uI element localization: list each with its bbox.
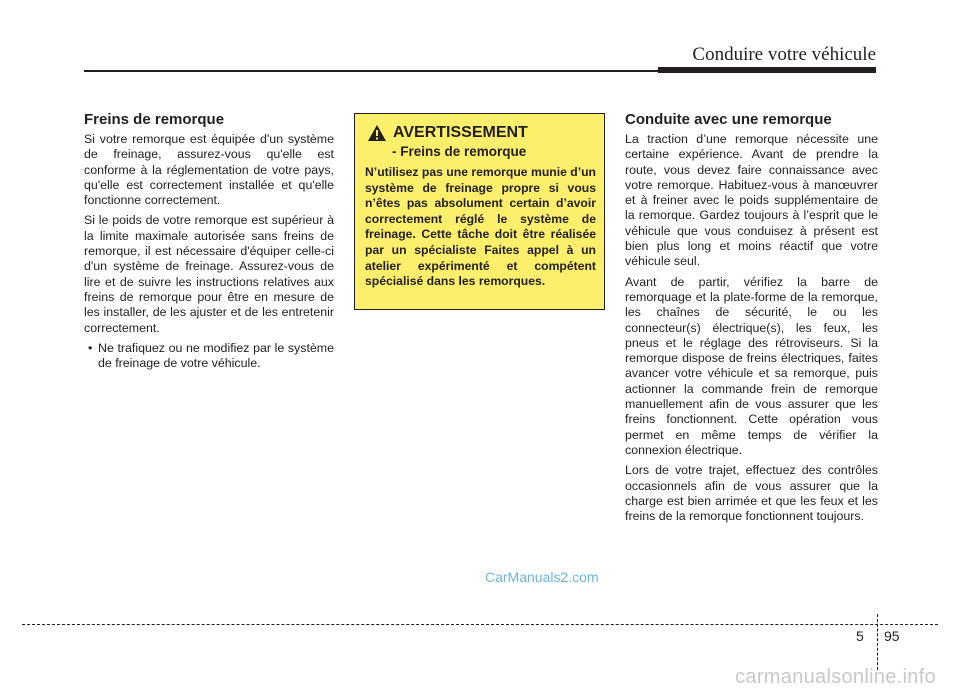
header-rule-thick bbox=[658, 67, 876, 73]
header-rule bbox=[84, 70, 658, 72]
bullet-list bbox=[84, 341, 334, 372]
warning-triangle-icon bbox=[367, 124, 387, 142]
watermark-link[interactable]: CarManuals2.com bbox=[485, 569, 599, 585]
footer-rule bbox=[22, 624, 938, 625]
warning-title: AVERTISSEMENT bbox=[393, 124, 528, 141]
right-column bbox=[625, 111, 878, 529]
warning-text: N’utilisez pas une remorque munie d’un système de freinage propre si vous n’êtes pas absolument certain d’avoir correctement réglé le système de freinage. Cette tâche doit être réalisée par un spécialiste Faites appel à un atelier expérimenté et compétent spécialisé dans les remorques. bbox=[365, 165, 596, 289]
page-header-title: Conduire votre véhicule bbox=[692, 44, 876, 65]
paragraph: Avant de partir, vérifiez la barre de remorquage et la plate-forme de la remorque, les chaînes de sécurité, le ou les connecteur(s) électrique(s), les feux, les pneus et le réglage des rétroviseurs. Si la remorque dispose de freins électriques, faites avancer votre véhicule et sa remorque, puis actionner la commande frein de remorque manuellement afin de vous assurer que les freins fonctionnent. Cette opération vous permet en même temps de vérifier la connexion électrique. bbox=[625, 274, 878, 457]
paragraph: Si votre remorque est équipée d'un système de freinage, assurez-vous qu'elle est conforme à la réglementation de votre pays, qu'elle est correctement installée et qu'elle fonctionne correctement. bbox=[84, 132, 334, 208]
paragraph: Lors de votre trajet, effectuez des contrôles occasionnels afin de vous assurer que la charge est bien arrimée et que les feux et les freins de la remorque fonctionnent toujours. bbox=[625, 463, 878, 524]
warning-box bbox=[354, 113, 605, 310]
footer-site-watermark: carmanualsonline.info bbox=[735, 666, 936, 688]
page-divider bbox=[877, 614, 878, 670]
paragraph: Si le poids de votre remorque est supérieur à la limite maximale autorisée sans freins de remorque, il est nécessaire d'équiper celle-ci d'un système de freinage. Assurez-vous de lire et de suivre les instructions relatives aux freins de remorque pour être en mesure de les installer, de les ajuster et de les entretenir correctement. bbox=[84, 213, 334, 335]
section-heading-trailer-brakes: Freins de remorque bbox=[84, 111, 225, 128]
paragraph: La traction d’une remorque nécessite une certaine expérience. Avant de prendre la route, vous devez faire connaissance avec votre remorque. Habituez-vous à manœuvrer et à freiner avec le poids supplémentaire de la remorque. Gardez toujours à l’esprit que le véhicule que vous conduisez à présent est bien plus long et moins réactif que votre véhicule seul. bbox=[625, 132, 878, 269]
section-heading-towing: Conduite avec une remorque bbox=[625, 111, 832, 128]
warning-header bbox=[365, 124, 596, 142]
bullet-item: • Ne trafiquez ou ne modifiez par le système de freinage de votre véhicule. bbox=[84, 341, 334, 372]
warning-subtitle: - Freins de remorque bbox=[392, 144, 527, 159]
chapter-number: 5 bbox=[856, 628, 864, 644]
page-number: 95 bbox=[884, 628, 900, 644]
left-column bbox=[84, 111, 334, 371]
